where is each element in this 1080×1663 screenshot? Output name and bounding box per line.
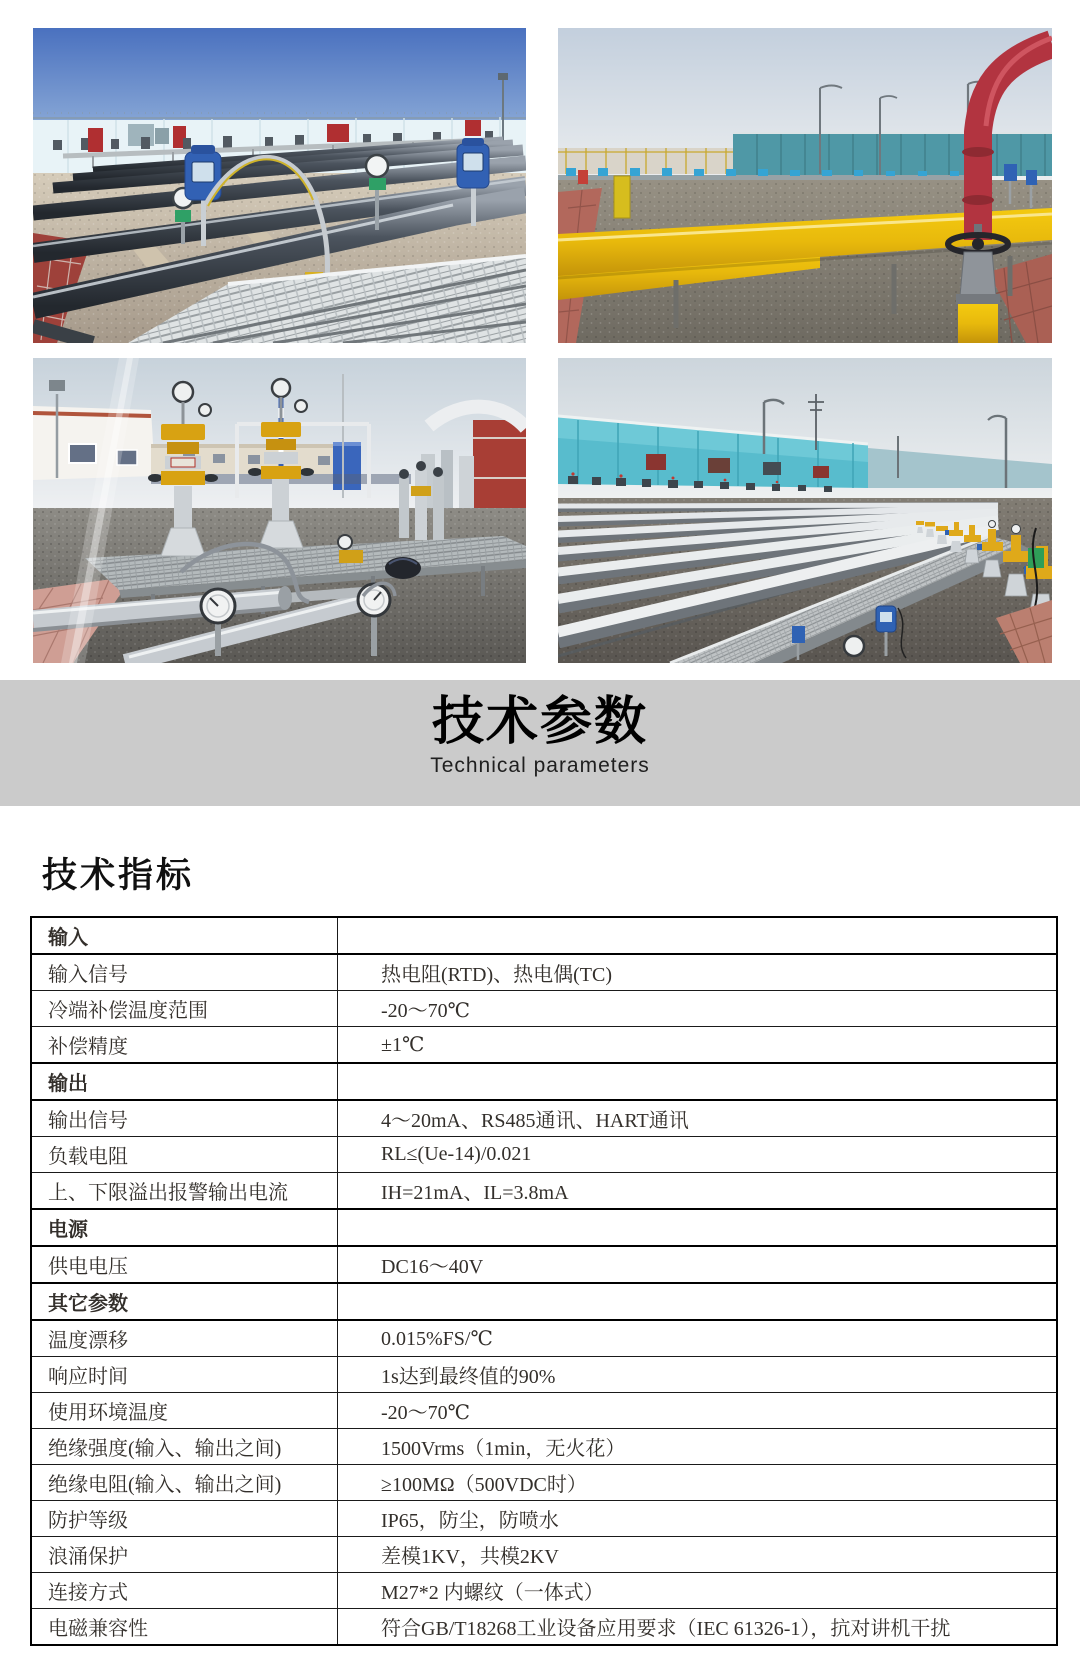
spec-label: 补偿精度 xyxy=(31,1027,338,1064)
spec-value: -20～70℃ xyxy=(338,1393,1058,1429)
photo2-scene xyxy=(558,28,1052,343)
banner-subtitle: Technical parameters xyxy=(430,754,650,777)
spec-row xyxy=(31,1501,1057,1537)
spec-value: IH=21mA、IL=3.8mA xyxy=(338,1173,1058,1210)
spec-row xyxy=(31,1429,1057,1465)
spec-value: 1500Vrms（1min，无火花） xyxy=(338,1429,1058,1465)
spec-value xyxy=(338,1063,1058,1100)
photo-wellhead-valves-platform-gauges xyxy=(33,358,526,663)
valve-cluster xyxy=(399,461,444,540)
spec-row xyxy=(31,1027,1057,1064)
spec-label: 其它参数 xyxy=(31,1283,338,1320)
spec-row xyxy=(31,1246,1057,1283)
spec-label: 温度漂移 xyxy=(31,1320,338,1357)
photo-pipe-rows-grating-walkway xyxy=(558,358,1052,663)
spec-table xyxy=(30,916,1058,1646)
spec-label: 绝缘强度(输入、输出之间) xyxy=(31,1429,338,1465)
spec-section-row xyxy=(31,1283,1057,1320)
specs-heading: 技术指标 xyxy=(42,856,195,895)
spec-label: 连接方式 xyxy=(31,1573,338,1609)
spec-label: 电磁兼容性 xyxy=(31,1609,338,1646)
spec-label: 电源 xyxy=(31,1209,338,1246)
spec-value: 符合GB/T18268工业设备应用要求（IEC 61326-1），抗对讲机干扰 xyxy=(338,1609,1058,1646)
spec-row xyxy=(31,1465,1057,1501)
spec-value: 1s达到最终值的90% xyxy=(338,1357,1058,1393)
photo-pipeline-field-blue-transmitters xyxy=(33,28,526,343)
spec-value: IP65，防尘，防喷水 xyxy=(338,1501,1058,1537)
spec-row xyxy=(31,1320,1057,1357)
spec-label: 负载电阻 xyxy=(31,1137,338,1173)
spec-row xyxy=(31,1173,1057,1210)
helmet xyxy=(385,557,421,579)
spec-value: -20～70℃ xyxy=(338,991,1058,1027)
spec-section-row xyxy=(31,1063,1057,1100)
spec-label: 防护等级 xyxy=(31,1501,338,1537)
spec-value: 热电阻(RTD)、热电偶(TC) xyxy=(338,954,1058,991)
spec-value: 0.015%FS/℃ xyxy=(338,1320,1058,1357)
spec-value: M27*2 内螺纹（一体式） xyxy=(338,1573,1058,1609)
spec-row xyxy=(31,1573,1057,1609)
spec-label: 供电电压 xyxy=(31,1246,338,1283)
spec-row xyxy=(31,954,1057,991)
spec-value: DC16～40V xyxy=(338,1246,1058,1283)
spec-label: 输出 xyxy=(31,1063,338,1100)
banner-title: 技术参数 xyxy=(431,693,648,751)
spec-label: 使用环境温度 xyxy=(31,1393,338,1429)
spec-table-body xyxy=(31,917,1057,1645)
spec-row xyxy=(31,1137,1057,1173)
spec-value: ±1℃ xyxy=(338,1027,1058,1064)
spec-row xyxy=(31,1357,1057,1393)
spec-label: 输入 xyxy=(31,917,338,954)
spec-section-row xyxy=(31,1209,1057,1246)
spec-value: ≥100MΩ（500VDC时） xyxy=(338,1465,1058,1501)
spec-value xyxy=(338,917,1058,954)
spec-value xyxy=(338,1283,1058,1320)
spec-row xyxy=(31,991,1057,1027)
photo-yellow-gas-pipeline-red-riser xyxy=(558,28,1052,343)
white-building xyxy=(33,406,155,480)
spec-label: 浪涌保护 xyxy=(31,1537,338,1573)
spec-label: 冷端补偿温度范围 xyxy=(31,991,338,1027)
photo1-scene xyxy=(33,28,526,343)
spec-label: 输出信号 xyxy=(31,1100,338,1137)
spec-value: 4～20mA、RS485通讯、HART通讯 xyxy=(338,1100,1058,1137)
spec-row xyxy=(31,1537,1057,1573)
spec-label: 绝缘电阻(输入、输出之间) xyxy=(31,1465,338,1501)
spec-value xyxy=(338,1209,1058,1246)
photo3-scene xyxy=(33,358,526,663)
technical-parameters-banner xyxy=(0,680,1080,806)
spec-value: RL≤(Ue-14)/0.021 xyxy=(338,1137,1058,1173)
spec-value: 差模1KV，共模2KV xyxy=(338,1537,1058,1573)
spec-row xyxy=(31,1100,1057,1137)
spec-label: 输入信号 xyxy=(31,954,338,991)
spec-label: 上、下限溢出报警输出电流 xyxy=(31,1173,338,1210)
spec-label: 响应时间 xyxy=(31,1357,338,1393)
photo4-scene xyxy=(558,358,1052,663)
spec-row xyxy=(31,1609,1057,1646)
spec-row xyxy=(31,1393,1057,1429)
spec-section-row xyxy=(31,917,1057,954)
